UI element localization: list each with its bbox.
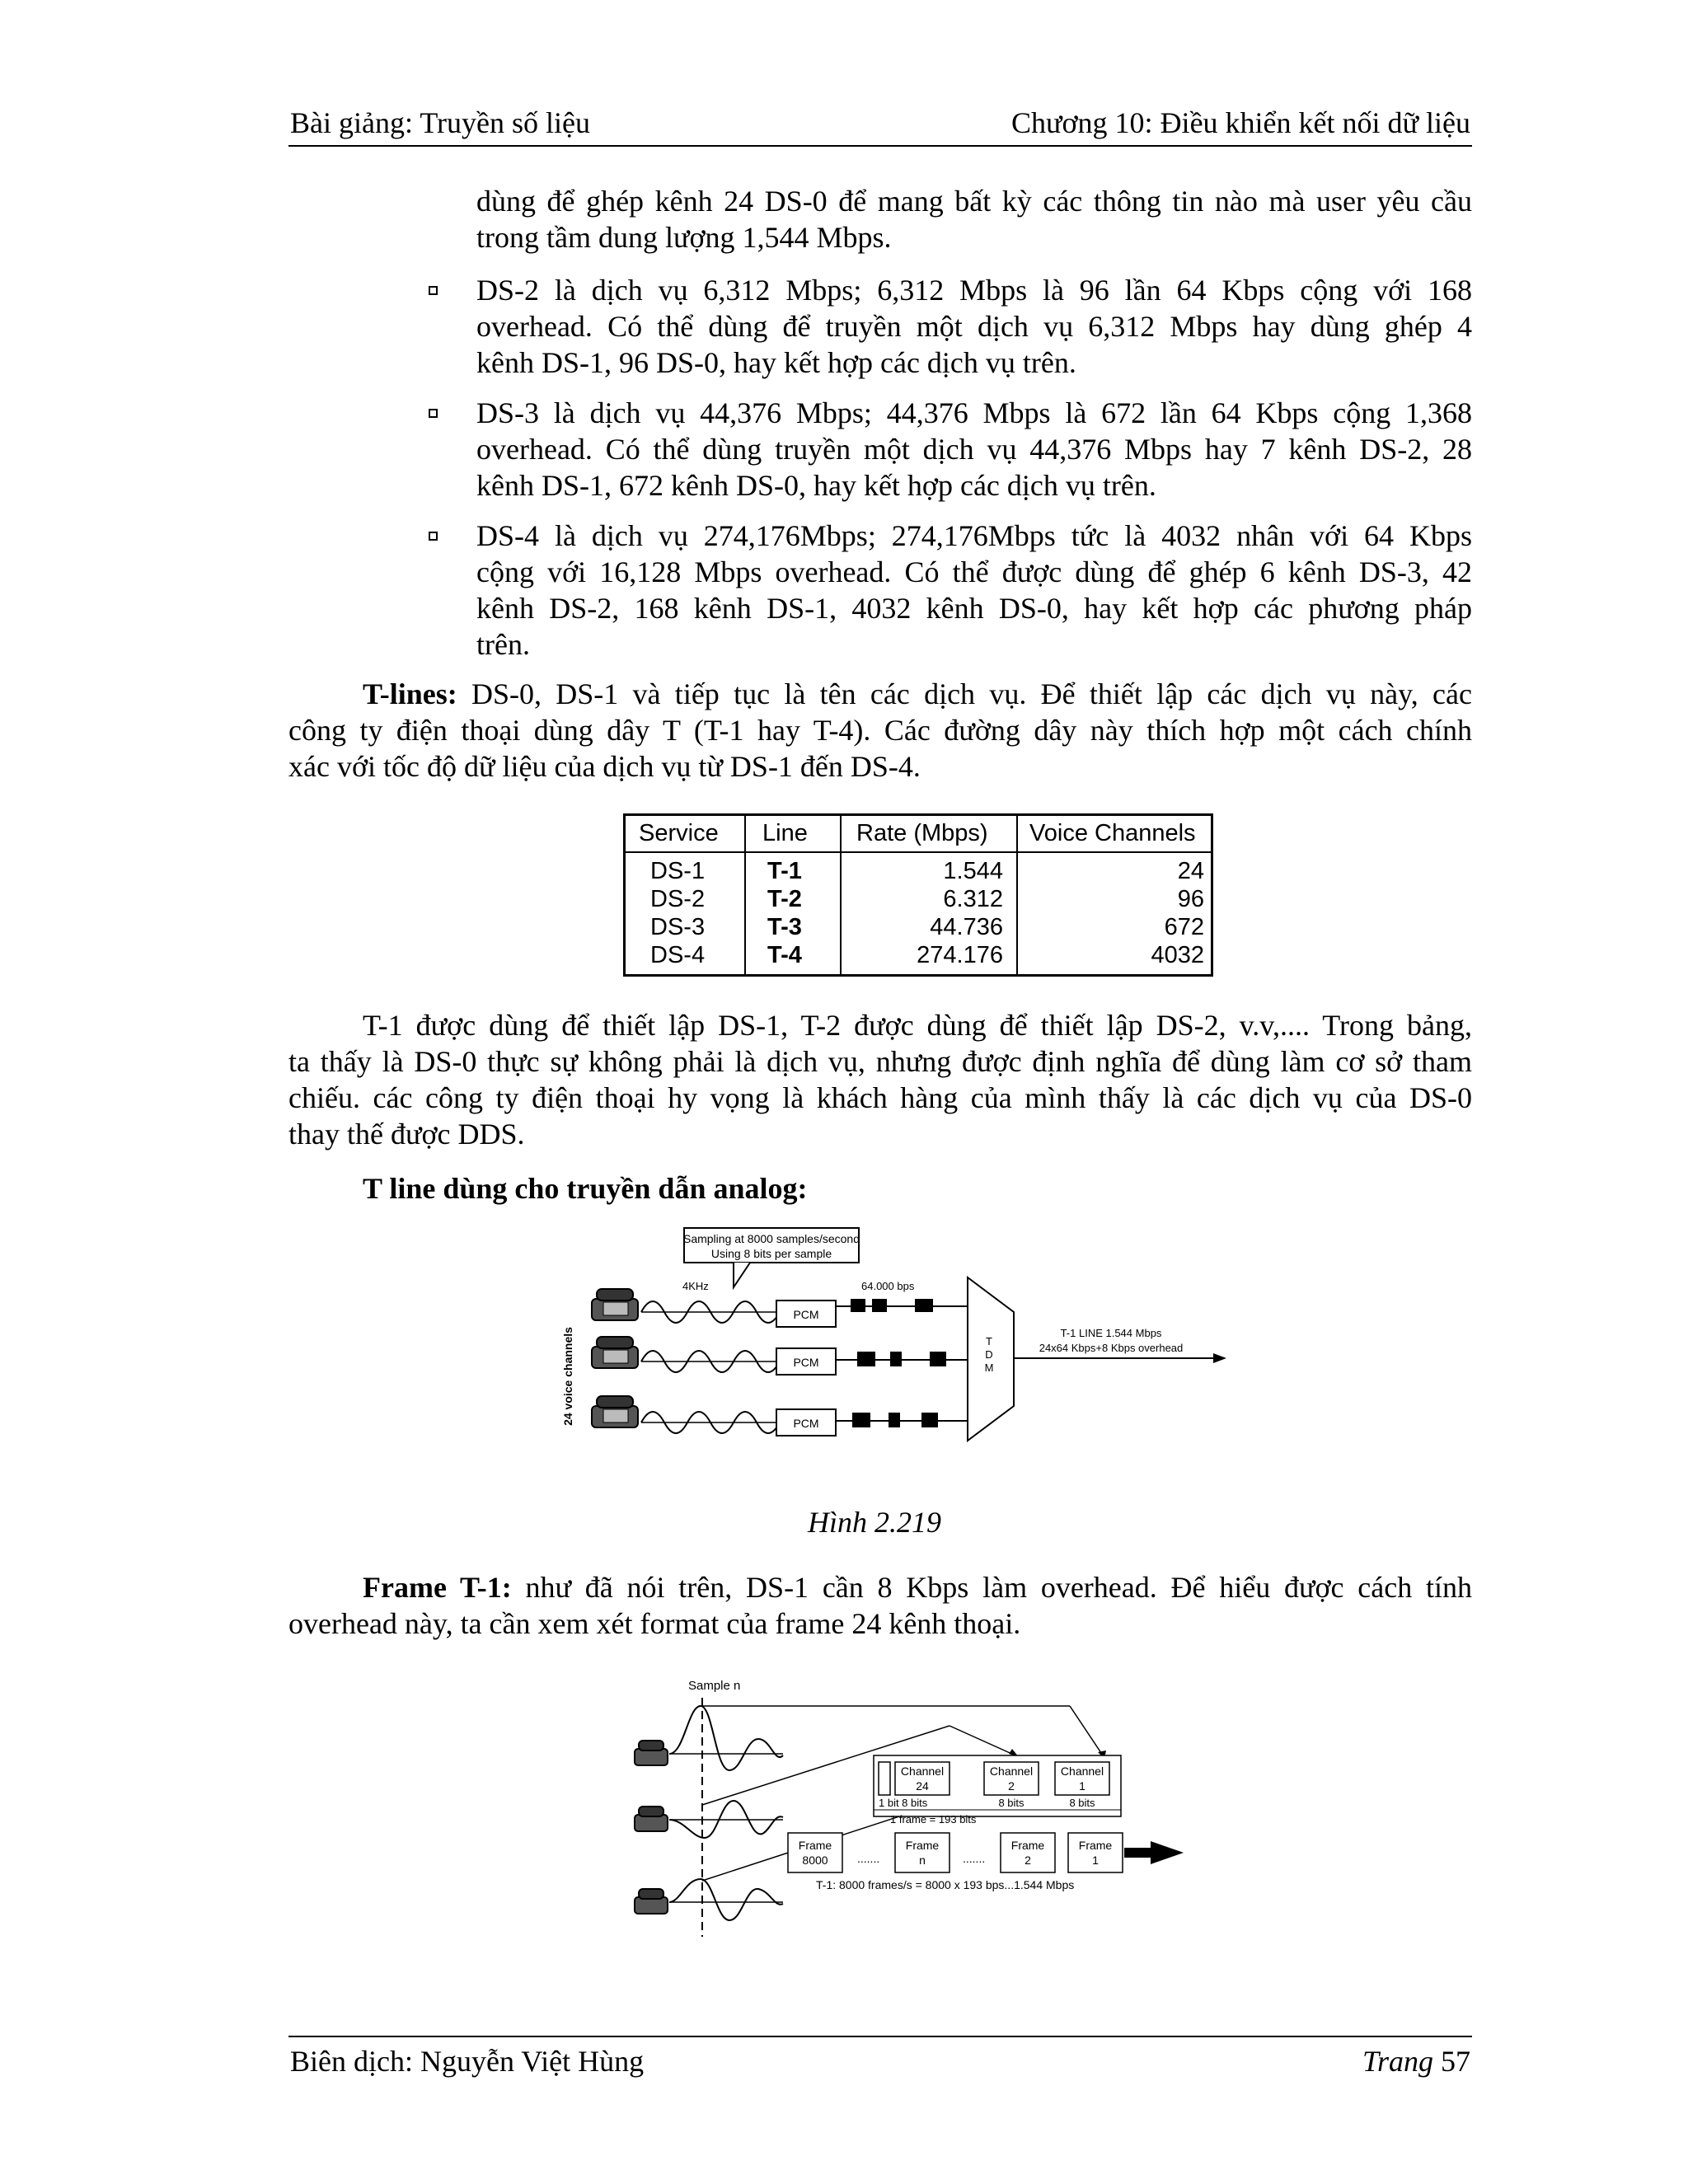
- bullet-3-line-3: kênh DS-2, 168 kênh DS-1, 4032 kênh DS-0, hay kết hợp các phương pháp: [476, 592, 1472, 625]
- khz-label: 4KHz: [682, 1280, 709, 1292]
- svg-text:PCM: PCM: [793, 1356, 819, 1369]
- frame-para-line-1: Frame T-1: như đã nói trên, DS-1 cần 8 Kbps làm overhead. Để hiểu được cách tính: [363, 1571, 1473, 1604]
- figure-caption: Hình 2.219: [808, 1506, 941, 1539]
- bullet-2-line-2: overhead. Có thể dùng truyền một dịch vụ 44,376 Mbps hay 7 kênh DS-2, 28: [476, 433, 1472, 466]
- svg-text:8000: 8000: [802, 1854, 828, 1867]
- ds-service-table: [623, 813, 1213, 977]
- footer-page-number: Trang 57: [1362, 2045, 1470, 2078]
- intro-line-1: dùng để ghép kênh 24 DS-0 để mang bất kỳ các thông tin nào mà user yêu cầu: [476, 185, 1472, 218]
- bullet-square-icon: [429, 409, 438, 418]
- svg-text:M: M: [984, 1361, 994, 1374]
- svg-text:1: 1: [1079, 1779, 1085, 1793]
- svg-text:Frame: Frame: [1078, 1839, 1113, 1852]
- voice-channels-label: 24 voice channels: [561, 1327, 574, 1426]
- sample-n-label: Sample n: [688, 1679, 741, 1693]
- para2-line-4: thay thế được DDS.: [288, 1118, 525, 1151]
- svg-text:8 bits: 8 bits: [1069, 1797, 1095, 1809]
- table-cell: DS-3: [650, 914, 706, 940]
- bullet-2-line-1: DS-3 là dịch vụ 44,376 Mbps; 44,376 Mbps là 672 lần 64 Kbps cộng 1,368: [476, 396, 1472, 429]
- svg-text:Frame: Frame: [1010, 1839, 1045, 1852]
- bullet-3-line-4: trên.: [476, 628, 530, 661]
- intro-line-2: trong tầm dung lượng 1,544 Mbps.: [476, 221, 892, 254]
- svg-text:T: T: [986, 1335, 992, 1347]
- bullet-1-line-1: DS-2 là dịch vụ 6,312 Mbps; 6,312 Mbps là 96 lần 64 Kbps cộng với 168: [476, 274, 1472, 307]
- pcm-box: [776, 1409, 836, 1436]
- bullet-3-line-2: cộng với 16,128 Mbps overhead. Có thể được dùng để ghép 6 kênh DS-3, 42: [476, 555, 1472, 588]
- tlines-line-1: T-lines: DS-0, DS-1 và tiếp tục là tên các dịch vụ. Để thiết lập các dịch vụ này, các: [363, 677, 1472, 710]
- frame-2-box: [1001, 1833, 1055, 1872]
- t1-rate-label: T-1: 8000 frames/s = 8000 x 193 bps...1.544 Mbps: [816, 1878, 1075, 1891]
- svg-text:2: 2: [1025, 1854, 1031, 1867]
- header-chapter-title: Chương 10: Điều khiển kết nối dữ liệu: [1011, 106, 1470, 139]
- frame-n-box: [895, 1833, 950, 1872]
- table-cell: T-1: [767, 858, 802, 884]
- pcm-box: [776, 1301, 836, 1327]
- phone-icon: [635, 1741, 668, 1765]
- tlines-line-3: xác với tốc độ dữ liệu của dịch vụ từ DS-1 đến DS-4.: [288, 750, 921, 783]
- bullet-1-line-2: overhead. Có thể dùng để truyền một dịch vụ 6,312 Mbps hay dùng ghép 4: [476, 310, 1472, 343]
- svg-text:2: 2: [1008, 1779, 1015, 1793]
- para2-line-2: ta thấy là DS-0 thực sự không phải là dịch vụ, nhưng được định nghĩa để dùng làm cơ sở tham: [288, 1045, 1472, 1078]
- t1-overhead-label: 24x64 Kbps+8 Kbps overhead: [1039, 1342, 1184, 1354]
- table-cell: 672: [1164, 914, 1204, 940]
- tlines-label: T-lines:: [363, 677, 457, 710]
- svg-text:1: 1: [1092, 1854, 1099, 1867]
- bullet-square-icon: [429, 532, 438, 541]
- table-header-voice-channels: Voice Channels: [1029, 820, 1196, 846]
- phone-icon: [592, 1337, 638, 1368]
- arrow-right-icon: [1124, 1841, 1184, 1864]
- bullet-square-icon: [429, 286, 438, 295]
- table-cell: T-4: [767, 942, 802, 968]
- tlines-line-2: công ty điện thoại dùng dây T (T-1 hay T-4). Các đường dây này thích hợp một cách chính: [288, 714, 1472, 747]
- svg-text:PCM: PCM: [793, 1308, 819, 1321]
- framing-bit: [879, 1762, 890, 1795]
- para2-line-1: T-1 được dùng để thiết lập DS-1, T-2 được dùng để thiết lập DS-2, v.v,.... Trong bảng,: [363, 1009, 1472, 1042]
- svg-text:D: D: [985, 1348, 993, 1361]
- frame-1-box: [1068, 1833, 1123, 1872]
- frame-8000-box: [788, 1833, 842, 1872]
- table-cell: DS-4: [650, 942, 706, 968]
- table-header-line: Line: [762, 820, 808, 846]
- svg-text:.......: .......: [857, 1852, 880, 1865]
- table-cell: DS-1: [650, 858, 706, 884]
- svg-text:Channel: Channel: [900, 1765, 945, 1778]
- frame-label: Frame T-1:: [363, 1571, 512, 1604]
- frame-length-label: 1 frame = 193 bits: [890, 1813, 977, 1825]
- phone-icon: [592, 1289, 638, 1320]
- svg-text:Channel: Channel: [1060, 1765, 1104, 1778]
- table-cell: 4032: [1151, 942, 1204, 968]
- t1-frame-diagram: [618, 1673, 1203, 1978]
- phone-icon: [635, 1807, 668, 1831]
- page-footer: [288, 2036, 1472, 2087]
- svg-text:n: n: [919, 1854, 926, 1867]
- table-cell: 96: [1177, 886, 1204, 912]
- table-cell: 44.736: [930, 914, 1003, 940]
- svg-text:Channel: Channel: [989, 1765, 1034, 1778]
- table-header-rate: Rate (Mbps): [856, 820, 988, 846]
- table-cell: 6.312: [943, 886, 1003, 912]
- table-cell: T-2: [767, 886, 802, 912]
- bullet-3-line-1: DS-4 là dịch vụ 274,176Mbps; 274,176Mbps tức là 4032 nhân với 64 Kbps: [476, 519, 1472, 552]
- table-cell: 24: [1177, 858, 1204, 884]
- svg-text:Frame: Frame: [798, 1839, 832, 1852]
- table-cell: 274.176: [917, 942, 1003, 968]
- phone-icon: [635, 1889, 668, 1914]
- bullet-2-line-3: kênh DS-1, 672 kênh DS-0, hay kết hợp các dịch vụ trên.: [476, 469, 1156, 502]
- svg-text:1 bit 8 bits: 1 bit 8 bits: [879, 1797, 928, 1809]
- bps-label: 64.000 bps: [861, 1280, 915, 1292]
- table-cell: DS-2: [650, 886, 706, 912]
- section-heading: T line dùng cho truyền dẫn analog:: [363, 1172, 808, 1205]
- para2-line-3: chiếu. các công ty điện thoại hy vọng là khách hàng của mình thấy là các dịch vụ của DS-0: [288, 1081, 1472, 1114]
- frame-para-line-2: overhead này, ta cần xem xét format của frame 24 kênh thoại.: [288, 1607, 1021, 1640]
- table-cell: T-3: [767, 914, 802, 940]
- table-header-service: Service: [639, 820, 719, 846]
- svg-text:Frame: Frame: [905, 1839, 940, 1852]
- t1-analog-diagram: [544, 1220, 1236, 1467]
- table-cell: 1.544: [943, 858, 1003, 884]
- callout-line-2: Using 8 bits per sample: [710, 1247, 832, 1260]
- bullet-1-line-3: kênh DS-1, 96 DS-0, hay kết hợp các dịch vụ trên.: [476, 346, 1076, 379]
- phone-icon: [592, 1396, 638, 1427]
- pcm-box: [776, 1348, 836, 1375]
- svg-text:8 bits: 8 bits: [998, 1797, 1025, 1809]
- callout-line-1: Sampling at 8000 samples/second: [682, 1232, 860, 1245]
- svg-text:.......: .......: [963, 1852, 986, 1865]
- svg-text:PCM: PCM: [793, 1417, 819, 1430]
- t1-line-label: T-1 LINE 1.544 Mbps: [1060, 1327, 1162, 1339]
- page-header: [288, 105, 1472, 147]
- footer-translator: Biên dịch: Nguyễn Việt Hùng: [290, 2045, 645, 2078]
- header-course-title: Bài giảng: Truyền số liệu: [290, 106, 591, 139]
- svg-text:24: 24: [916, 1779, 929, 1793]
